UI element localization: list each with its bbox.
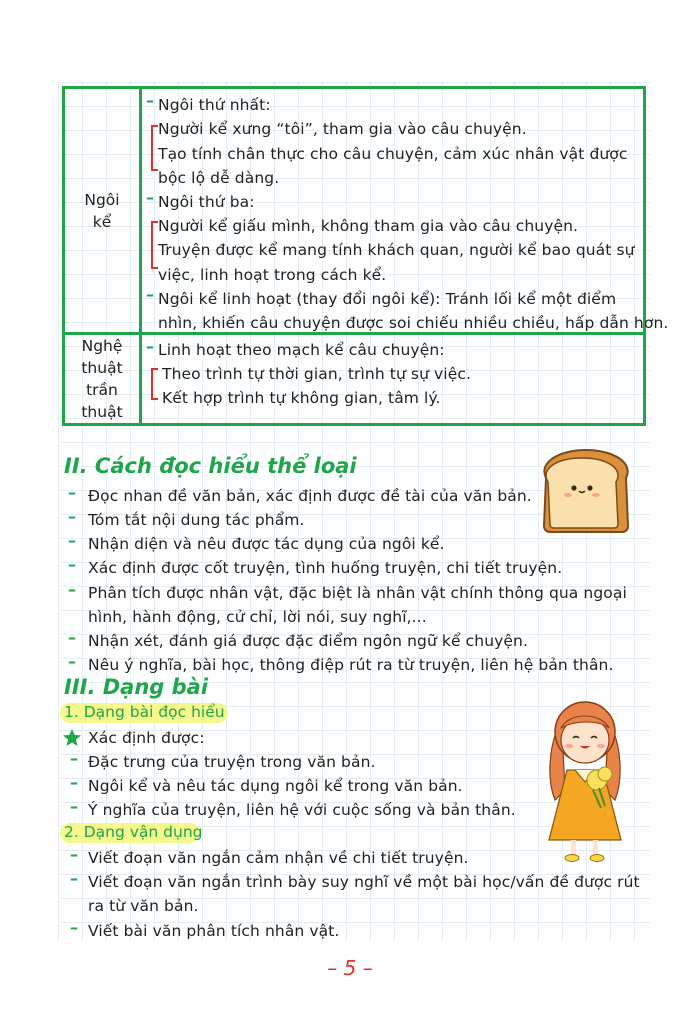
table-line: Truyện được kể mang tính khách quan, người kể bao quát sự	[158, 241, 635, 259]
subsection-title: 1. Dạng bài đọc hiểu	[64, 703, 225, 721]
dash-bullet: –	[70, 869, 78, 888]
red-bracket	[151, 368, 158, 400]
dash-bullet: –	[70, 773, 78, 792]
list-intro: Xác định được:	[88, 729, 205, 747]
list-item: Xác định được cốt truyện, tình huống truyện, chi tiết truyện.	[88, 559, 563, 577]
table-line: việc, linh hoạt trong cách kể.	[158, 266, 387, 284]
table-line: Ngôi kể linh hoạt (thay đổi ngôi kể): Tránh lối kể một điểm	[158, 290, 617, 308]
dash-bullet: –	[68, 555, 76, 574]
dash-bullet: –	[68, 628, 76, 647]
list-item: Nhận diện và nêu được tác dụng của ngôi kể.	[88, 535, 445, 553]
dash-bullet: –	[68, 507, 76, 526]
list-item: Nhận xét, đánh giá được đặc điểm ngôn ngữ kể chuyện.	[88, 632, 528, 650]
table-row-label: Ngôi kể	[64, 88, 141, 334]
list-item: Phân tích được nhân vật, đặc biệt là nhân vật chính thông qua ngoại	[88, 584, 627, 602]
dash-bullet: –	[146, 91, 154, 110]
dash-bullet: –	[68, 580, 76, 599]
table-line: Ngôi thứ nhất:	[158, 96, 271, 114]
list-item: ra từ văn bản.	[88, 897, 199, 915]
table-line: Ngôi thứ ba:	[158, 193, 255, 211]
red-bracket	[151, 221, 158, 269]
dash-bullet: –	[68, 652, 76, 671]
dash-bullet: –	[68, 483, 76, 502]
list-item: Nêu ý nghĩa, bài học, thông điệp rút ra từ truyện, liên hệ bản thân.	[88, 656, 614, 674]
subsection-title: 2. Dạng vận dụng	[64, 823, 203, 841]
table-line: Linh hoạt theo mạch kể câu chuyện:	[158, 341, 445, 359]
bread-illustration	[532, 448, 640, 534]
table-line: Theo trình tự thời gian, trình tự sự việc.	[162, 365, 471, 383]
girl-illustration	[535, 690, 635, 870]
table-line: bộc lộ dễ dàng.	[158, 169, 280, 187]
dash-bullet: –	[70, 749, 78, 768]
dash-bullet: –	[146, 188, 154, 207]
table-line: Người kể xưng “tôi”, tham gia vào câu chuyện.	[158, 120, 527, 138]
list-item: Đặc trưng của truyện trong văn bản.	[88, 753, 376, 771]
dash-bullet: –	[70, 797, 78, 816]
red-bracket	[151, 125, 158, 171]
section-title: II. Cách đọc hiểu thể loại	[64, 454, 357, 478]
table-line: Người kể giấu mình, không tham gia vào câu chuyện.	[158, 217, 579, 235]
table-line: nhìn, khiến câu chuyện được soi chiếu nhiều chiều, hấp dẫn hơn.	[158, 314, 669, 332]
list-item: Viết đoạn văn ngắn cảm nhận về chi tiết truyện.	[88, 849, 469, 867]
list-item: Ngôi kể và nêu tác dụng ngôi kể trong văn bản.	[88, 777, 463, 795]
dash-bullet: –	[70, 918, 78, 937]
dash-bullet: –	[68, 531, 76, 550]
page-number: – 5 –	[327, 956, 373, 980]
dash-bullet: –	[146, 285, 154, 304]
star-icon	[62, 728, 82, 747]
section-title: III. Dạng bài	[64, 675, 209, 699]
table-line: Kết hợp trình tự không gian, tâm lý.	[162, 389, 441, 407]
list-item: Ý nghĩa của truyện, liên hệ với cuộc sống và bản thân.	[88, 801, 516, 819]
list-item: Viết bài văn phân tích nhân vật.	[88, 922, 340, 940]
table-row-label: Nghệ thuật trần thuật	[64, 334, 141, 425]
list-item: Viết đoạn văn ngắn trình bày suy nghĩ về một bài học/vấn đề được rút	[88, 873, 640, 891]
dash-bullet: –	[146, 337, 154, 356]
table-line: Tạo tính chân thực cho câu chuyện, cảm xúc nhân vật được	[158, 145, 628, 163]
list-item: Đọc nhan đề văn bản, xác định được đề tài của văn bản.	[88, 487, 532, 505]
list-item: Tóm tắt nội dung tác phẩm.	[88, 511, 305, 529]
list-item: hình, hành động, cử chỉ, lời nói, suy nghĩ,...	[88, 608, 427, 626]
dash-bullet: –	[70, 845, 78, 864]
